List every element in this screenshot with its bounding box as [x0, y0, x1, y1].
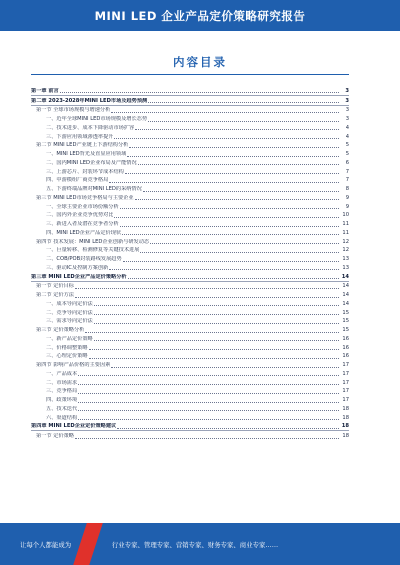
toc-entry-label: 第四节 技术发展：MINI LED企业创新与研发动态	[36, 238, 150, 245]
toc-entry[interactable]	[31, 184, 349, 193]
toc-entry-label: 二、价格调整策略	[46, 344, 88, 351]
toc-entry[interactable]	[31, 237, 349, 246]
toc-leader-dots	[129, 147, 339, 148]
toc-entry-page: 17	[342, 370, 349, 377]
toc-heading: 内容目录	[173, 55, 227, 69]
footer-tagline: 行业专家、管理专家、营销专家、财务专家、商业专家……	[112, 541, 279, 549]
toc-entry-page: 11	[342, 221, 349, 227]
toc-entry[interactable]	[31, 343, 349, 352]
toc-entry[interactable]	[31, 246, 349, 255]
toc-entry-page: 10	[342, 212, 349, 219]
toc-entry-label: 三、驱动IC及控制方案创新	[46, 264, 109, 271]
toc-entry-page: 11	[342, 229, 349, 236]
toc-entry-label: 一、全球主要企业市场份额分析	[46, 203, 119, 210]
toc-entry-label: 三、竞争格局	[46, 388, 78, 395]
toc-entry[interactable]	[31, 254, 349, 263]
toc-leader-dots	[78, 393, 339, 394]
toc-leader-dots	[120, 226, 339, 227]
toc-leader-dots	[89, 358, 339, 359]
toc-entry[interactable]	[31, 149, 349, 158]
toc-entry[interactable]	[31, 378, 349, 387]
table-of-contents	[31, 86, 349, 440]
toc-entry[interactable]	[31, 352, 349, 361]
toc-entry-page: 17	[342, 388, 349, 395]
toc-entry-label: 第一节 定价策略	[36, 433, 74, 439]
toc-entry-label: 五、下游终端品牌对MINI LED的采纳情况	[46, 186, 142, 192]
toc-entry-page: 9	[345, 194, 349, 201]
toc-entry-label: 二、国内MINI LED企业布局及产能情况	[46, 159, 137, 166]
toc-entry-label: 第三节 定价策略分析	[36, 327, 85, 333]
toc-entry[interactable]	[31, 176, 349, 185]
toc-entry-label: 一、巨量转移、检测修复等关键技术进展	[46, 247, 140, 254]
toc-entry[interactable]	[31, 211, 349, 220]
toc-entry-page: 4	[345, 124, 349, 131]
toc-entry-label: 三、心理定价策略	[46, 353, 88, 360]
toc-entry-label: 四、中游模组厂商竞争格局	[46, 177, 109, 184]
toc-entry-page: 15	[342, 318, 349, 325]
toc-entry-label: 第四节 影响产品价格的主要因素	[36, 362, 111, 368]
toc-entry-label: 第二节 MINI LED产业链上下游结构分析	[36, 142, 129, 149]
toc-entry[interactable]	[31, 369, 349, 378]
toc-entry-label: 一、近年全球MINI LED市场规模及增长态势	[46, 116, 148, 122]
toc-leader-dots	[111, 367, 339, 368]
toc-entry-label: 二、技术进步、成本下降驱动市场扩容	[46, 124, 135, 131]
toc-entry-page: 15	[342, 309, 349, 316]
toc-entry-page: 3	[345, 107, 349, 114]
toc-entry[interactable]	[31, 263, 349, 272]
toc-leader-dots	[75, 438, 339, 439]
toc-entry[interactable]	[31, 114, 349, 123]
toc-entry[interactable]	[31, 290, 349, 299]
toc-leader-dots	[94, 323, 339, 324]
toc-entry-page: 12	[342, 247, 349, 254]
toc-entry-label: 第三章 MINI LED企业产品定价策略分析	[31, 273, 127, 280]
toc-leader-dots	[128, 278, 339, 279]
toc-entry-page: 8	[345, 186, 349, 192]
toc-leader-dots	[75, 297, 339, 298]
toc-entry-page: 12	[342, 238, 349, 245]
toc-entry[interactable]	[31, 325, 349, 334]
toc-leader-dots	[148, 121, 339, 122]
toc-leader-dots	[94, 305, 339, 306]
toc-leader-dots	[75, 288, 339, 289]
toc-entry-page: 13	[342, 264, 349, 271]
toc-entry[interactable]	[31, 431, 349, 440]
toc-entry[interactable]	[31, 422, 349, 431]
toc-entry-label: 三、下游应用领域渗透率提升	[46, 133, 114, 140]
toc-entry[interactable]	[31, 387, 349, 396]
toc-entry-label: 四、MINI LED企业产品定价现状	[46, 229, 122, 236]
toc-entry[interactable]	[31, 167, 349, 176]
toc-entry-label: 四、政策环境	[46, 397, 78, 403]
toc-leader-dots	[94, 314, 339, 315]
toc-entry-page: 14	[341, 273, 349, 280]
toc-entry[interactable]	[31, 219, 349, 228]
toc-entry-label: 第一节 定价目标	[36, 283, 74, 290]
toc-leader-dots	[111, 112, 339, 113]
toc-entry-page: 13	[342, 256, 349, 262]
toc-entry-label: 二、COB/POB封装路线发展趋势	[46, 256, 122, 262]
toc-entry-label: 第一章 前言	[31, 87, 59, 94]
footer-slogan: 让每个人都能成为	[20, 541, 72, 549]
toc-entry[interactable]	[31, 413, 349, 422]
toc-leader-dots	[114, 217, 339, 218]
toc-leader-dots	[78, 402, 339, 403]
toc-entry-label: 第二节 定价方法	[36, 292, 74, 298]
toc-entry-page: 3	[345, 97, 349, 104]
toc-entry[interactable]	[31, 132, 349, 141]
toc-entry-page: 4	[345, 133, 349, 140]
toc-leader-dots	[148, 102, 339, 103]
toc-leader-dots	[78, 384, 339, 385]
toc-entry-page: 9	[345, 203, 349, 210]
toc-entry[interactable]	[31, 86, 349, 95]
toc-entry-page: 14	[342, 292, 349, 298]
toc-leader-dots	[135, 199, 339, 200]
toc-leader-dots	[85, 332, 339, 333]
toc-entry[interactable]	[31, 228, 349, 237]
toc-leader-dots	[138, 164, 339, 165]
toc-entry[interactable]	[31, 106, 349, 115]
toc-entry[interactable]	[31, 395, 349, 404]
toc-entry[interactable]	[31, 308, 349, 317]
report-title: MINI LED 企业产品定价策略研究报告	[94, 8, 306, 23]
toc-entry-label: 第二章 2023-2028年MINI LED市场及趋势预测	[31, 97, 148, 104]
toc-entry-label: 第一节 全球市场规模与增速分析	[36, 107, 111, 114]
toc-entry[interactable]	[31, 317, 349, 326]
toc-entry-label: 一、成本导向定价法	[46, 300, 93, 307]
toc-entry-page: 3	[345, 87, 349, 94]
toc-entry-label: 一、新产品定价策略	[46, 335, 93, 342]
toc-leader-dots	[109, 269, 339, 270]
toc-entry[interactable]	[31, 141, 349, 150]
toc-entry-page: 14	[342, 283, 349, 290]
toc-entry[interactable]	[31, 158, 349, 167]
toc-entry-page: 16	[342, 344, 349, 351]
toc-leader-dots	[78, 419, 339, 420]
toc-entry-label: 三、新进入者及潜在竞争者分析	[46, 221, 119, 227]
toc-leader-dots	[114, 138, 339, 139]
toc-leader-dots	[94, 340, 339, 341]
toc-entry[interactable]	[31, 123, 349, 132]
toc-entry[interactable]	[31, 282, 349, 291]
toc-entry-label: 第三节 MINI LED市场竞争格局与主要企业	[36, 194, 134, 201]
toc-entry[interactable]	[31, 334, 349, 343]
toc-entry-page: 18	[342, 405, 349, 412]
toc-entry[interactable]	[31, 202, 349, 211]
toc-entry-page: 17	[342, 362, 349, 368]
toc-entry-label: 一、MINI LED背光及直显应用领域	[46, 151, 127, 157]
toc-entry-page: 18	[341, 423, 349, 430]
toc-leader-dots	[122, 234, 339, 235]
toc-leader-dots	[143, 191, 339, 192]
toc-entry-label: 二、国内外企业竞争优势对比	[46, 212, 114, 219]
toc-leader-dots	[109, 182, 339, 183]
toc-entry-page: 18	[342, 433, 349, 439]
toc-entry[interactable]	[31, 360, 349, 369]
toc-leader-dots	[78, 375, 339, 376]
toc-entry-page: 7	[345, 177, 349, 184]
toc-leader-dots	[120, 208, 339, 209]
toc-entry-page: 5	[345, 142, 349, 149]
toc-entry-label: 三、上游芯片、封装环节成本结构	[46, 168, 124, 175]
toc-entry-page: 6	[345, 159, 349, 166]
toc-entry-label: 二、竞争导向定价法	[46, 309, 93, 316]
toc-heading-rule	[31, 74, 349, 75]
toc-entry-page: 18	[342, 414, 349, 421]
toc-leader-dots	[135, 129, 339, 130]
toc-leader-dots	[60, 92, 339, 93]
toc-entry[interactable]	[31, 96, 349, 105]
toc-entry[interactable]	[31, 193, 349, 202]
report-header-bar	[0, 0, 400, 31]
toc-entry-page: 5	[345, 151, 349, 157]
toc-entry-label: 五、技术迭代	[46, 405, 78, 412]
toc-leader-dots	[150, 243, 339, 244]
toc-leader-dots	[125, 173, 339, 174]
toc-entry-page: 3	[345, 116, 349, 122]
toc-entry[interactable]	[31, 272, 349, 281]
toc-entry-label: 一、产品成本	[46, 370, 78, 377]
toc-leader-dots	[140, 252, 339, 253]
toc-leader-dots	[123, 261, 339, 262]
toc-entry-label: 三、需求导向定价法	[46, 318, 93, 325]
toc-leader-dots	[127, 156, 339, 157]
toc-entry-page: 7	[345, 168, 349, 175]
toc-entry-page: 17	[342, 379, 349, 386]
toc-entry-page: 16	[342, 353, 349, 360]
toc-entry-page: 17	[342, 397, 349, 403]
toc-leader-dots	[117, 428, 339, 429]
toc-entry-page: 16	[342, 335, 349, 342]
toc-entry[interactable]	[31, 404, 349, 413]
toc-entry-label: 第四章 MINI LED企业定价策略建议	[31, 423, 117, 430]
toc-entry-page: 15	[342, 327, 349, 333]
toc-entry[interactable]	[31, 299, 349, 308]
toc-entry-label: 六、渠道结构	[46, 414, 78, 421]
toc-entry-page: 14	[342, 300, 349, 307]
toc-leader-dots	[78, 410, 339, 411]
toc-leader-dots	[89, 349, 339, 350]
toc-entry-label: 二、市场需求	[46, 379, 78, 386]
